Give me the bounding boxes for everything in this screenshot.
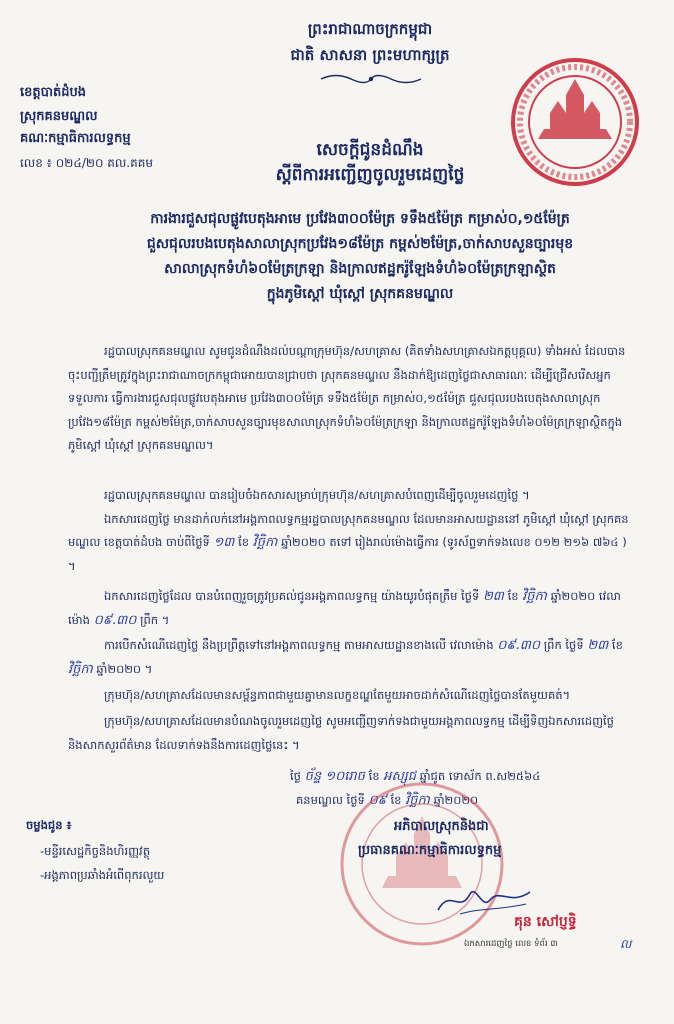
body-paragraph-2 [68, 484, 630, 578]
para3b-text: ឆ្នាំ២០២០ វេលាម៉ោង [68, 589, 621, 627]
body-paragraph-1 [68, 340, 630, 458]
body-paragraph-6 [68, 710, 630, 757]
para2c-text: ឆ្នាំ២០២០ តទៅ រៀងរាល់ម៉ោងធ្វើការ (ទូរស័ព្ទទាក់ទងលេខ ០១២ ២១៦ ៧៦៤ ) ។ [68, 535, 627, 573]
body-paragraph-5 [68, 684, 630, 708]
sender-district: ស្រុកគនមណ្ឌល [20, 109, 98, 124]
signature-seal-stamp [336, 778, 508, 950]
lunar-month-handwritten: អស្សុជ [383, 769, 416, 784]
sale-month-handwritten: វិច្ឆិកា [252, 535, 278, 550]
notice-subtitle: ស្តីពីការអញ្ជើញចូលរួមដេញថ្លៃ [275, 165, 465, 185]
cc-item-2: -អង្គភាពប្រឆាំងអំពើពុករលួយ [40, 868, 165, 882]
lunar-rest: ឆ្នាំជូត ទោស័ក ព.ស២៥៦៤ [419, 769, 541, 783]
month-label: ខែ [611, 638, 623, 652]
motto-heading: ជាតិ សាសនា ព្រះមហាក្សត្រ [290, 46, 450, 64]
sale-day-handwritten: ១៣ [213, 535, 235, 550]
month-label: ខែ [507, 589, 519, 603]
kingdom-heading: ព្រះរាជាណាចក្រកម្ពុជា [307, 20, 433, 38]
open-time-handwritten: ០៩.៣០ [497, 638, 541, 653]
month-label: ខែ [238, 535, 250, 549]
para1-text: រដ្ឋបាលស្រុកគនមណ្ឌល សូមជូនដំណឹងដល់បណ្តាក្រុមហ៊ុន/សហគ្រាស (គិតទាំងសហគ្រាសឯកត្តបុគ្គល) ទាំងអស់ ដែលបានចុះបញ្ជីត្រឹមត្រូវក្នុងព្រះរាជាណាចក្រកម្ពុជាអោយបានជ្រាបថា ស្រុកគនមណ្ឌល នឹងដាក់ឱ្យដេញថ្លៃជាសាធារណៈ ដើម្បីជ្រើសរើសអ្នកទទួលការ ធ្វើការងារជួសជុលផ្លូវបេតុងអាមេ ប្រវែង៣០០ម៉ែត្រ ទទឹង៥ម៉ែត្រ កម្រាស់០,១៥ម៉ែត្រ ជួសជុលរបងបេតុងសាលាស្រុកប្រវែង១៨ម៉ែត្រ កម្ពស់២ម៉ែត្រ,ចាក់សាបសួនច្បារមុខសាលាស្រុកទំហំ៦០ម៉ែត្រក្រឡា និងក្រាលឥដ្ឋករ៉ូឡែងទំហំ៦០ម៉ែត្រក្រឡាស្ថិតក្នុងភូមិស្តៅ ឃុំស្តៅ ស្រុកគនមណ្ឌល។ [68, 344, 626, 452]
document-footnote: ឯកសារដេញថ្លៃ លេខ ទំព័រ ៣ [464, 939, 558, 949]
page-mark-handwritten: ល [620, 937, 632, 951]
sender-province: ខេត្តបាត់ដំបង [20, 85, 87, 100]
deadline-time-handwritten: ០៩.៣០ [93, 612, 137, 628]
signatory-role-2: ប្រធានគណៈកម្មាធិការលទ្ធកម្ម [358, 843, 502, 858]
cc-item-1: -មន្ទីរសេដ្ឋកិច្ចនិងហិរញ្ញវត្ថុ [40, 844, 150, 858]
subject-line-4: ក្នុងភូមិស្តៅ ឃុំស្តៅ ស្រុកគនមណ្ឌល [266, 286, 454, 302]
sender-committee: គណៈកម្មាធិការលទ្ធកម្ម [20, 131, 131, 146]
lunar-month-label: ខែ [368, 769, 380, 783]
day-label: ថ្ងៃទី [565, 638, 584, 652]
para3c-text: ព្រឹក ។ [140, 612, 170, 627]
open-month-handwritten: វិច្ឆិកា [68, 661, 93, 677]
open-day-handwritten: ២៣ [587, 638, 609, 653]
para2a-text: រដ្ឋបាលស្រុកគនមណ្ឌល បានរៀបចំឯកសារសម្រាប់ក្រុមហ៊ុន/សហគ្រាសបំពេញដើម្បីចូលរួមដេញថ្លៃ ។ [104, 488, 530, 502]
deadline-day-handwritten: ២៣ [482, 589, 504, 604]
para4c-text: ឆ្នាំ២០២០ ។ [96, 661, 153, 676]
solar-day-handwritten: ០៩ [368, 793, 387, 808]
para6-text: ក្រុមហ៊ុន/សហគ្រាសដែលមានបំណងចូលរួមដេញថ្លៃ សូមអញ្ជើញទាក់ទងជាមួយអង្គភាពលទ្ធកម្ម ដើម្បីទិញឯកសារដេញថ្លៃ និងសាកសួរព័ត៌មាន ដែលទាក់ទងនឹងការដេញថ្លៃនេះ ។ [68, 714, 614, 752]
signatory-role-1: អភិបាលស្រុកនិងជា [394, 819, 489, 834]
para4b-text: ព្រឹក [543, 638, 562, 652]
lunar-prefix: ថ្ងៃ [290, 769, 301, 783]
subject-line-3: សាលាស្រុកទំហំ៦០ម៉ែត្រក្រឡា និងក្រាលឥដ្ឋករ៉ូឡែងទំហំ៦០ម៉ែត្រក្រឡាស្ថិត [164, 261, 556, 277]
notice-title: សេចក្តីជូនដំណឹង [316, 140, 424, 160]
solar-year: ឆ្នាំ២០២០ [433, 793, 479, 807]
body-paragraph-4 [68, 634, 630, 681]
para5-text: ក្រុមហ៊ុន/សហគ្រាសដែលមានសម្ព័ន្ធភាពជាមួយគ្នាមានលក្ខខណ្ឌតែមួយអាចដាក់សំណើដេញថ្លៃបានតែមួយគត់។ [104, 688, 571, 702]
solar-prefix: គនមណ្ឌល ថ្ងៃទី [296, 793, 365, 807]
reference-number: លេខ ៖ ០២៤/២០ គល.គគម [20, 156, 153, 170]
lunar-day-handwritten: ច័ន្ទ ១០រោច [304, 769, 365, 784]
para3a-text: ឯកសារដេញថ្លៃដែល បានបំពេញរួចត្រូវប្រគល់ជូនអង្គភាពលទ្ធកម្ម យ៉ាងយូរបំផុតត្រឹម ថ្ងៃទី [104, 589, 480, 603]
ornament-divider [316, 72, 426, 86]
deadline-month-handwritten: វិច្ឆិកា [522, 589, 547, 604]
para2b-text: ឯកសារដេញថ្លៃ មានដាក់លក់នៅអង្គភាពលទ្ធកម្មរដ្ឋបាលស្រុកគនមណ្ឌល ដែលមានអាសយដ្ឋាននៅ ភូមិស្តៅ ឃុំស្តៅ ស្រុកគនមណ្ឌល ខេត្តបាត់ដំបង ចាប់ពីថ្ងៃទី [68, 511, 629, 549]
subject-line-1: ការងារជួសជុលផ្លូវបេតុងអាមេ ប្រវែង៣០០ម៉ែត្រ ទទឹង៥ម៉ែត្រ កម្រាស់០,១៥ម៉ែត្រ [150, 211, 570, 227]
solar-month-label: ខែ [390, 793, 402, 807]
cc-label: ចម្លងជូន ៖ [26, 818, 72, 832]
subject-line-2: ជួសជុលរបងបេតុងសាលាស្រុកប្រវែង១៨ម៉ែត្រ កម្ពស់២ម៉ែត្រ,ចាក់សាបសួនច្បារមុខ [146, 236, 574, 252]
solar-month-handwritten: វិច្ឆិកា [405, 793, 430, 808]
body-paragraph-3 [68, 585, 630, 632]
para4a-text: ការបើកសំណើដេញថ្លៃ នឹងប្រព្រឹត្តទៅនៅអង្គភាពលទ្ធកម្ម តាមអាសយដ្ឋានខាងលើ វេលាម៉ោង [104, 638, 494, 652]
signatory-name: គុន សៅប្ញទ្ធិ [514, 914, 577, 930]
